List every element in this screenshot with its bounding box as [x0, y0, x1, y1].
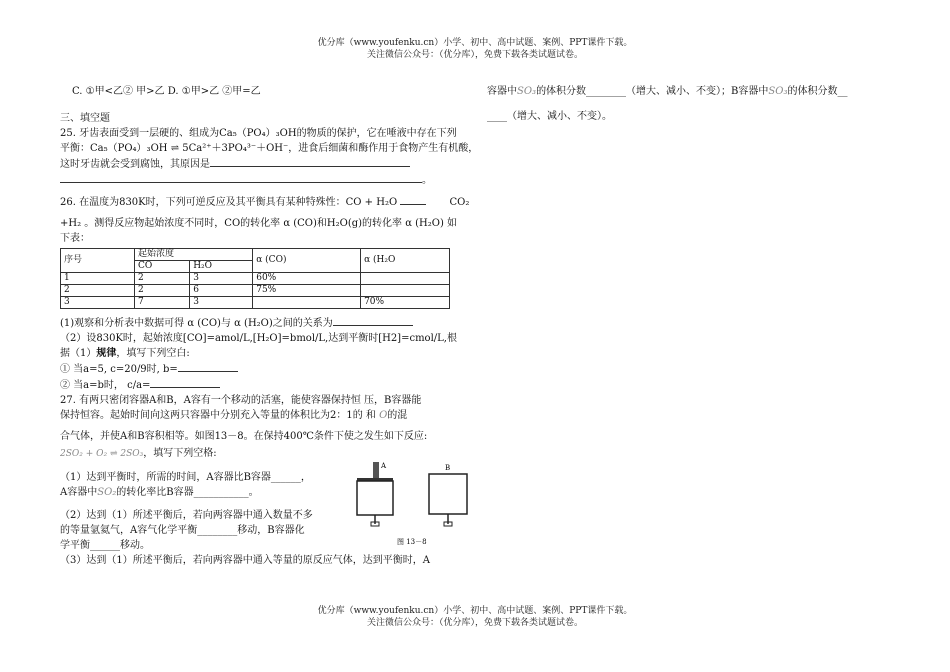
- q25-end-mark: 。: [422, 175, 432, 186]
- header-line-2: 关注微信公众号：（优分库），免费下载各类试题试卷。: [366, 50, 583, 60]
- table-cell: 3: [190, 297, 253, 309]
- so3-formula-b: SO₃: [768, 86, 788, 97]
- table-cell: 60%: [253, 273, 361, 285]
- q26-answer-blank-b[interactable]: [178, 361, 238, 372]
- table-cell: 7: [134, 297, 189, 309]
- q26-part-1-text: (1)观察和分析表中数据可得 α (CO)与 α (H₂O)之间的关系为: [60, 318, 333, 329]
- figure-caption: 图 13－8: [397, 538, 427, 546]
- header-line-1: 优分库（www.youfenku.cn）小学、初中、高中试题、案例、PPT课件下载。: [317, 38, 633, 48]
- q25-reason-prompt: 这时牙齿就会受到腐蚀，其原因是: [60, 159, 210, 170]
- q25-line-3: [60, 156, 470, 172]
- table-cell: 3: [61, 297, 135, 309]
- table-cell: 2: [61, 285, 135, 297]
- table-cell: 6: [190, 285, 253, 297]
- table-header-aco: α (CO): [253, 249, 361, 273]
- q26-part-5-text: ② 当a=b时， c/a=: [60, 380, 151, 391]
- figure-label-a: A: [381, 462, 387, 470]
- table-header-h2o: H₂O: [190, 261, 253, 273]
- o2-formula: O: [379, 410, 388, 421]
- table-header-co: CO: [134, 261, 189, 273]
- table-cell: 3: [190, 273, 253, 285]
- q27-reaction-equation: 2SO₂ + O₂ ⇌ 2SO₃: [60, 449, 144, 459]
- right-line-1-c: 的体积分数__: [787, 86, 848, 97]
- q25-line-2: [60, 141, 479, 156]
- table-cell: [361, 285, 450, 297]
- q26-part-4-text: ① 当a=5, c=20/9时, b=: [60, 364, 178, 375]
- table-cell: [361, 273, 450, 285]
- right-line-1: [487, 84, 897, 99]
- q26-part-5: [60, 377, 470, 393]
- q27-sub-3: （3）达到（1）所述平衡后，若向两容器中通入等量的原反应气体，达到平衡时，A: [60, 555, 430, 566]
- right-line-2: ____（增大、减小、不变）。: [487, 111, 612, 122]
- q26-part-1: [60, 315, 470, 331]
- so3-formula-a: SO₃: [517, 86, 537, 97]
- q27-line-2: [60, 408, 470, 423]
- q27-sub-1a: （1）达到平衡时，所需的时间，A容器比B容器______，: [60, 472, 311, 483]
- q26-part-3-rule: 规律: [96, 348, 117, 359]
- so2-formula: SO₂: [97, 487, 117, 498]
- right-line-1-b: 的体积分数________（增大、减小、不变）；B容器中: [536, 86, 769, 97]
- q26-line-2: +H₂ 。测得反应物起始浓度不同时，CO的转化率 α (CO)和H₂O(g)的转化率 α (H₂O) 如: [60, 218, 458, 229]
- table-cell: 2: [134, 285, 189, 297]
- right-column: [487, 84, 897, 124]
- table-header-init: 起始浓度: [134, 249, 252, 261]
- table-cell: 1: [61, 273, 135, 285]
- table-row: [61, 297, 450, 309]
- q27-line-1: 27. 有两只密闭容器A和B，A容有一个移动的活塞，能使容器保持恒 压，B容器能: [60, 395, 422, 406]
- footer-line-2: 关注微信公众号：（优分库），免费下载各类试题试卷。: [366, 618, 583, 628]
- q26-answer-blank-1[interactable]: [333, 315, 413, 326]
- figure-label-b: B: [445, 464, 451, 472]
- footer-line-1: 优分库（www.youfenku.cn）小学、初中、高中试题、案例、PPT课件下载。: [317, 606, 633, 616]
- q27-line-3: 合气体，并使A和B容积相等。如图13－8。在保持400℃条件下使之发生如下反应:: [60, 431, 428, 442]
- q25-products: 5Ca²⁺＋3PO₄³⁻＋OH⁻，进食后细菌和酶作用于食物产生有机酸，: [182, 143, 479, 154]
- q27-line-2-text: 保持恒容。起始时间向这两只容器中分别充入等量的体积比为2：1的 和: [60, 410, 376, 421]
- q27-line-2-end: 的混: [387, 410, 408, 421]
- reversible-arrow-icon: [400, 194, 426, 205]
- q26-line-1: [60, 194, 470, 210]
- page-footer: [0, 605, 950, 629]
- q27-sub-2c: 学平衡______移动。: [60, 540, 150, 551]
- q25-line-4: [60, 172, 470, 188]
- table-header-ah2o: α (H₂O: [361, 249, 450, 273]
- table-row: [61, 273, 450, 285]
- q26-part-2: （2）设830K时，起始浓度[CO]=amol/L,[H₂O]=bmol/L,达到平衡时[H2]=cmol/L,根: [60, 333, 457, 344]
- conversion-table: [60, 248, 450, 309]
- equilibrium-arrow-icon: ⇌: [170, 143, 180, 154]
- q26-part-3: [60, 346, 470, 361]
- table-cell: 2: [134, 273, 189, 285]
- q26-product: CO₂: [449, 197, 470, 208]
- q26-part-3-a: 据（1）: [60, 348, 97, 359]
- page-header: [0, 37, 950, 61]
- q25-formula: 平衡：Ca₅（PO₄）₃OH: [60, 143, 168, 154]
- table-cell: 75%: [253, 285, 361, 297]
- table-cell: 70%: [361, 297, 450, 309]
- table-header-no: 序号: [61, 249, 135, 273]
- q25-answer-blank[interactable]: [210, 156, 410, 167]
- right-line-1-a: 容器中: [487, 86, 517, 97]
- q25-answer-blank-2[interactable]: [60, 172, 422, 183]
- q26-answer-blank-ca[interactable]: [150, 377, 220, 388]
- container-a: [357, 462, 393, 526]
- q26-reaction: 26. 在温度为830K时，下列可逆反应及其平衡具有某种特殊性：CO + H₂O: [60, 197, 398, 208]
- q26-part-4: [60, 361, 470, 377]
- q27-eq-instruction: ，填写下列空格:: [143, 448, 217, 459]
- q27-sub-1b-text: A容器中: [60, 487, 98, 498]
- options-cd: C. ①甲<乙② 甲>乙 D. ①甲>乙 ②甲=乙: [72, 86, 261, 97]
- q27-sub-2b: 的等量氩氦气，A容气化学平衡________移动，B容器化: [60, 525, 305, 536]
- container-b: [429, 464, 467, 526]
- table-row: [61, 285, 450, 297]
- section-title: 三、填空题: [60, 113, 110, 124]
- container-figure: [355, 458, 477, 548]
- q25-line-1: 25. 牙齿表面受到一层硬的、组成为Ca₅（PO₄）₃OH的物质的保护，它在唾液中存在下列: [60, 128, 457, 139]
- q27-sub-2a: （2）达到（1）所述平衡后，若向两容器中通入数量不多: [60, 510, 313, 521]
- q26-part-3-c: ，填写下列空白:: [116, 348, 190, 359]
- q27-sub-1c-text: 的转化率比B容器___________。: [116, 487, 259, 498]
- table-cell: [253, 297, 361, 309]
- q26-line-3: 下表：: [60, 233, 90, 244]
